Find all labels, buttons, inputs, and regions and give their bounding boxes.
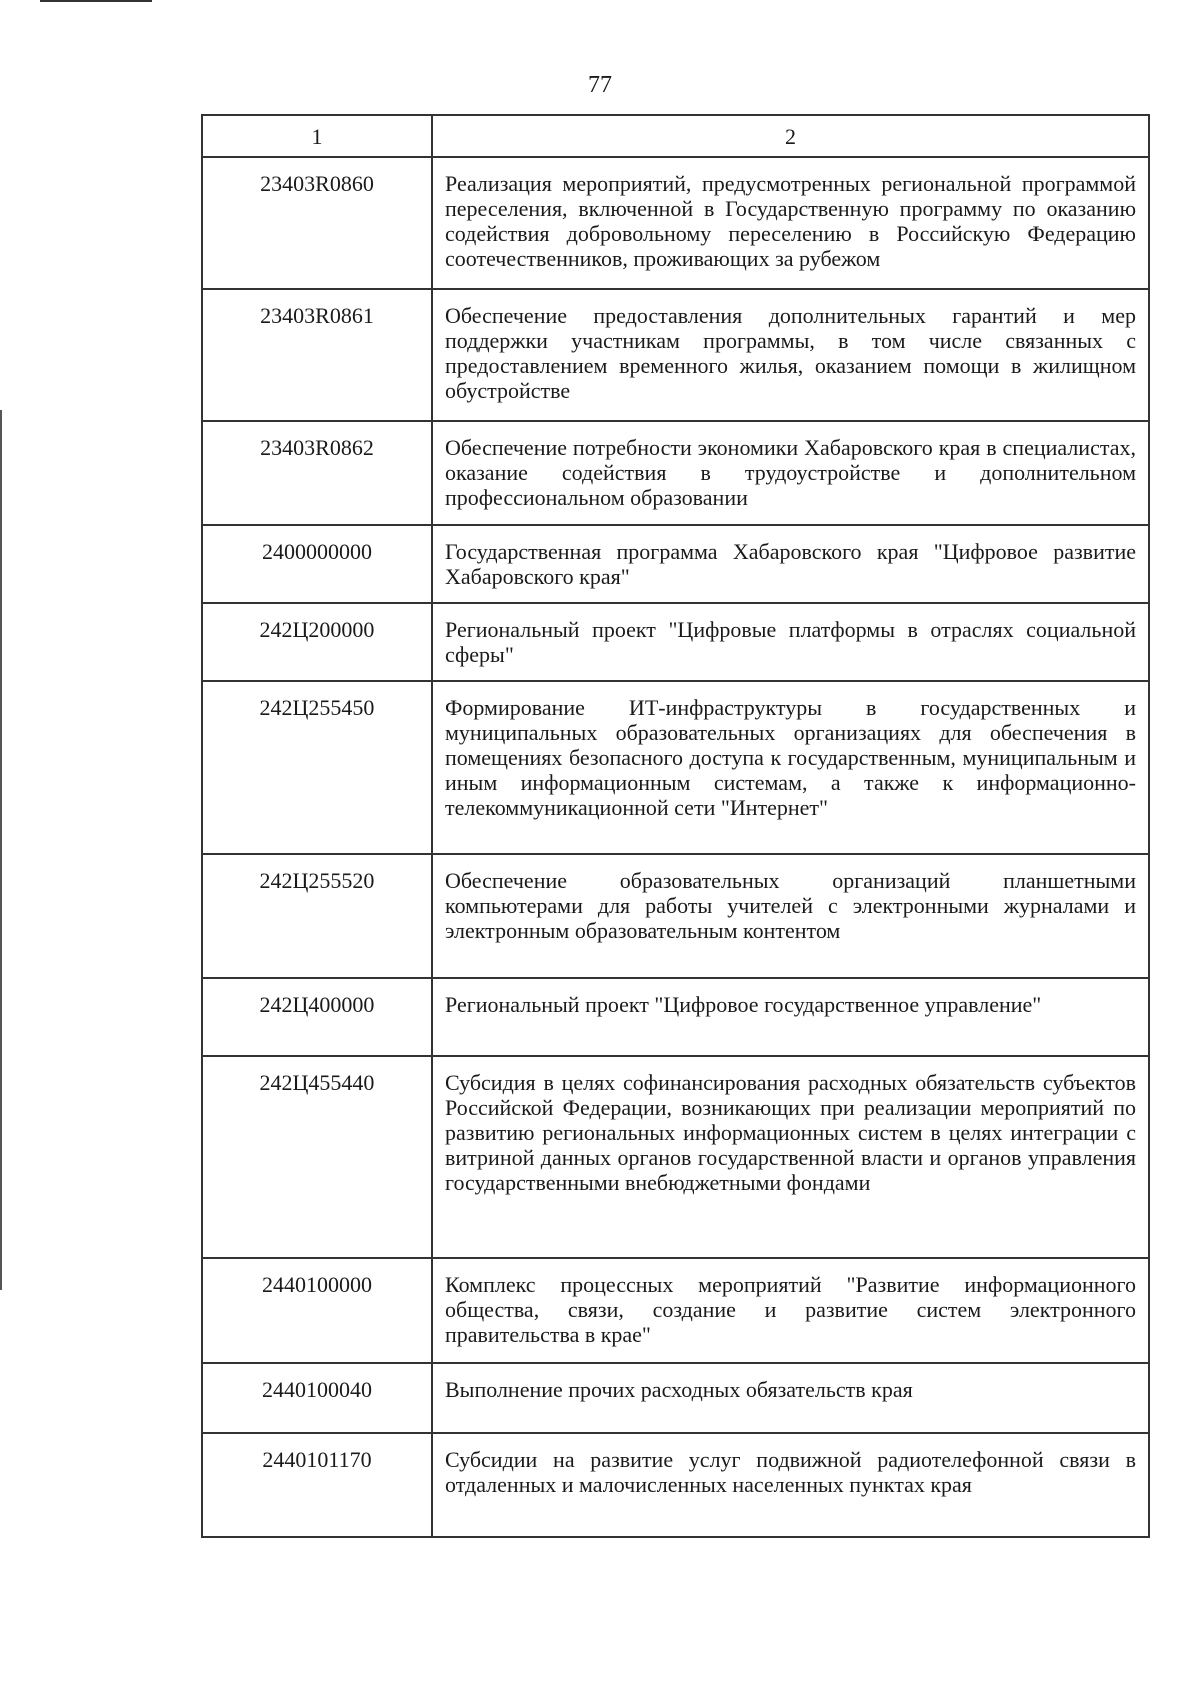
table-row bbox=[202, 157, 1149, 289]
column-header-1: 1 bbox=[202, 115, 432, 157]
row-code: 242Ц255450 bbox=[202, 681, 432, 854]
row-code: 2440100000 bbox=[202, 1258, 432, 1363]
row-code: 2440101170 bbox=[202, 1433, 432, 1537]
row-description: Субсидии на развитие услуг подвижной радиотелефонной связи в отдаленных и малочисленных населенных пунктах края bbox=[432, 1433, 1149, 1537]
table-row bbox=[202, 1258, 1149, 1363]
row-description: Региональный проект "Цифровые платформы в отраслях социальной сферы" bbox=[432, 603, 1149, 681]
row-code: 242Ц255520 bbox=[202, 854, 432, 978]
row-description: Комплекс процессных мероприятий "Развитие информационного общества, связи, создание и развитие систем электронного правительства в крае" bbox=[432, 1258, 1149, 1363]
row-code: 242Ц455440 bbox=[202, 1056, 432, 1258]
row-description: Обеспечение потребности экономики Хабаровского края в специалистах, оказание содействия в трудоустройстве и дополнительном профессиональном образовании bbox=[432, 421, 1149, 525]
budget-classification-table bbox=[201, 114, 1150, 1538]
table-row bbox=[202, 1433, 1149, 1537]
row-description: Региональный проект "Цифровое государственное управление" bbox=[432, 978, 1149, 1056]
scan-edge-mark bbox=[40, 0, 152, 2]
table-row bbox=[202, 681, 1149, 854]
row-description: Выполнение прочих расходных обязательств края bbox=[432, 1363, 1149, 1433]
scan-edge-line bbox=[0, 410, 2, 1290]
row-code: 2440100040 bbox=[202, 1363, 432, 1433]
column-header-2: 2 bbox=[432, 115, 1149, 157]
table-row bbox=[202, 603, 1149, 681]
row-description: Субсидия в целях софинансирования расходных обязательств субъектов Российской Федерации, возникающих при реализации мероприятий по развитию региональных информационных систем в целях интеграции с витриной данных органов государственной власти и органов управления государственными внебюджетными фондами bbox=[432, 1056, 1149, 1258]
row-description: Обеспечение образовательных организаций планшетными компьютерами для работы учителей с электронными журналами и электронным образовательным контентом bbox=[432, 854, 1149, 978]
row-code: 23403R0860 bbox=[202, 157, 432, 289]
row-code: 23403R0862 bbox=[202, 421, 432, 525]
table-header-row bbox=[202, 115, 1149, 157]
table-row bbox=[202, 978, 1149, 1056]
table-row bbox=[202, 1056, 1149, 1258]
page-number: 77 bbox=[588, 72, 612, 98]
row-code: 242Ц400000 bbox=[202, 978, 432, 1056]
row-code: 2400000000 bbox=[202, 525, 432, 603]
row-description: Обеспечение предоставления дополнительных гарантий и мер поддержки участникам программы, в том числе связанных с предоставлением временного жилья, оказанием помощи в жилищном обустройстве bbox=[432, 289, 1149, 421]
row-description: Реализация мероприятий, предусмотренных региональной программой переселения, включенной в Государственную программу по оказанию содействия добровольному переселению в Российскую Федерацию соотечественников, проживающих за рубежом bbox=[432, 157, 1149, 289]
table-row bbox=[202, 1363, 1149, 1433]
table-row bbox=[202, 421, 1149, 525]
table-row bbox=[202, 289, 1149, 421]
table-row bbox=[202, 854, 1149, 978]
row-description: Формирование ИТ-инфраструктуры в государственных и муниципальных образовательных организациях для обеспечения в помещениях безопасного доступа к государственным, муниципальным и иным информационным системам, а также к информационно-телекоммуникационной сети "Интернет" bbox=[432, 681, 1149, 854]
row-description: Государственная программа Хабаровского края "Цифровое развитие Хабаровского края" bbox=[432, 525, 1149, 603]
table-row bbox=[202, 525, 1149, 603]
row-code: 242Ц200000 bbox=[202, 603, 432, 681]
row-code: 23403R0861 bbox=[202, 289, 432, 421]
